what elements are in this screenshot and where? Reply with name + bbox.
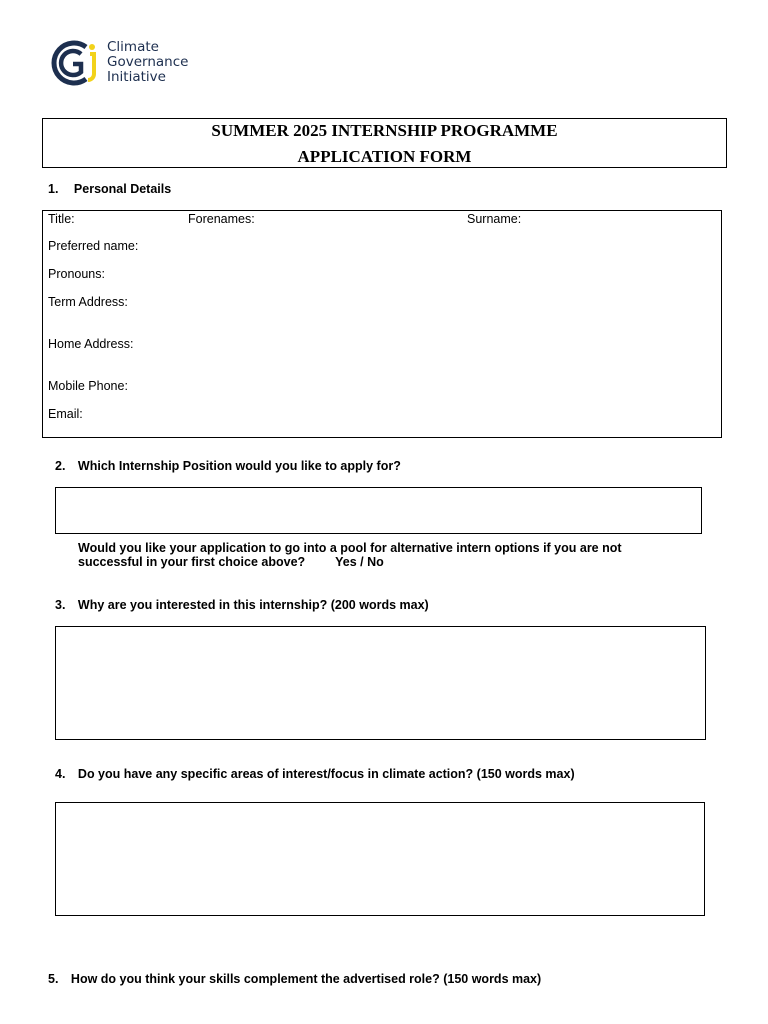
organisation-logo [48,38,208,88]
title-label: Title: [48,212,75,226]
surname-label: Surname: [467,212,522,226]
term-address-label: Term Address: [48,295,128,309]
home-address-label: Home Address: [48,337,134,351]
section-2-heading [55,459,401,473]
section-4-number: 4. [55,767,66,781]
form-title-line-1: SUMMER 2025 INTERNSHIP PROGRAMME [211,121,558,140]
form-title-box [42,118,727,168]
logo-line-1: Climate [107,39,159,55]
internship-position-answer-box[interactable] [55,487,702,534]
climate-focus-answer-box[interactable] [55,802,705,916]
section-3-heading [55,598,429,612]
logo-line-2: Governance [107,54,189,70]
section-2-title: Which Internship Position would you like to apply for? [77,459,401,473]
personal-details-box[interactable] [42,210,722,438]
logo-line-3: Initiative [107,69,166,85]
interest-answer-box[interactable] [55,626,706,740]
section-4-title: Do you have any specific areas of interest/focus in climate action? (150 words max) [77,767,575,781]
form-title-line-2: APPLICATION FORM [297,147,472,166]
alternative-pool-question [78,541,678,569]
section-4-heading [55,767,575,781]
yes-no-choice[interactable]: Yes / No [335,555,384,569]
logo-wordmark [107,40,188,85]
section-1-title: Personal Details [73,182,172,196]
preferred-name-label: Preferred name: [48,239,139,253]
section-5-title: How do you think your skills complement the advertised role? (150 words max) [70,972,542,986]
pronouns-label: Pronouns: [48,267,105,281]
section-3-title: Why are you interested in this internship? (200 words max) [77,598,429,612]
email-label: Email: [48,407,83,421]
section-5-number: 5. [48,972,59,986]
section-3-number: 3. [55,598,66,612]
logo-mark-icon [48,38,102,88]
section-2-number: 2. [55,459,66,473]
section-5-heading [48,972,541,986]
forenames-label: Forenames: [188,212,255,226]
section-1-heading [48,182,171,196]
section-1-number: 1. [48,182,59,196]
alternative-pool-question-text: Would you like your application to go into a pool for alternative intern options if you are not successful in your first choice above? [78,541,622,569]
mobile-phone-label: Mobile Phone: [48,379,128,393]
